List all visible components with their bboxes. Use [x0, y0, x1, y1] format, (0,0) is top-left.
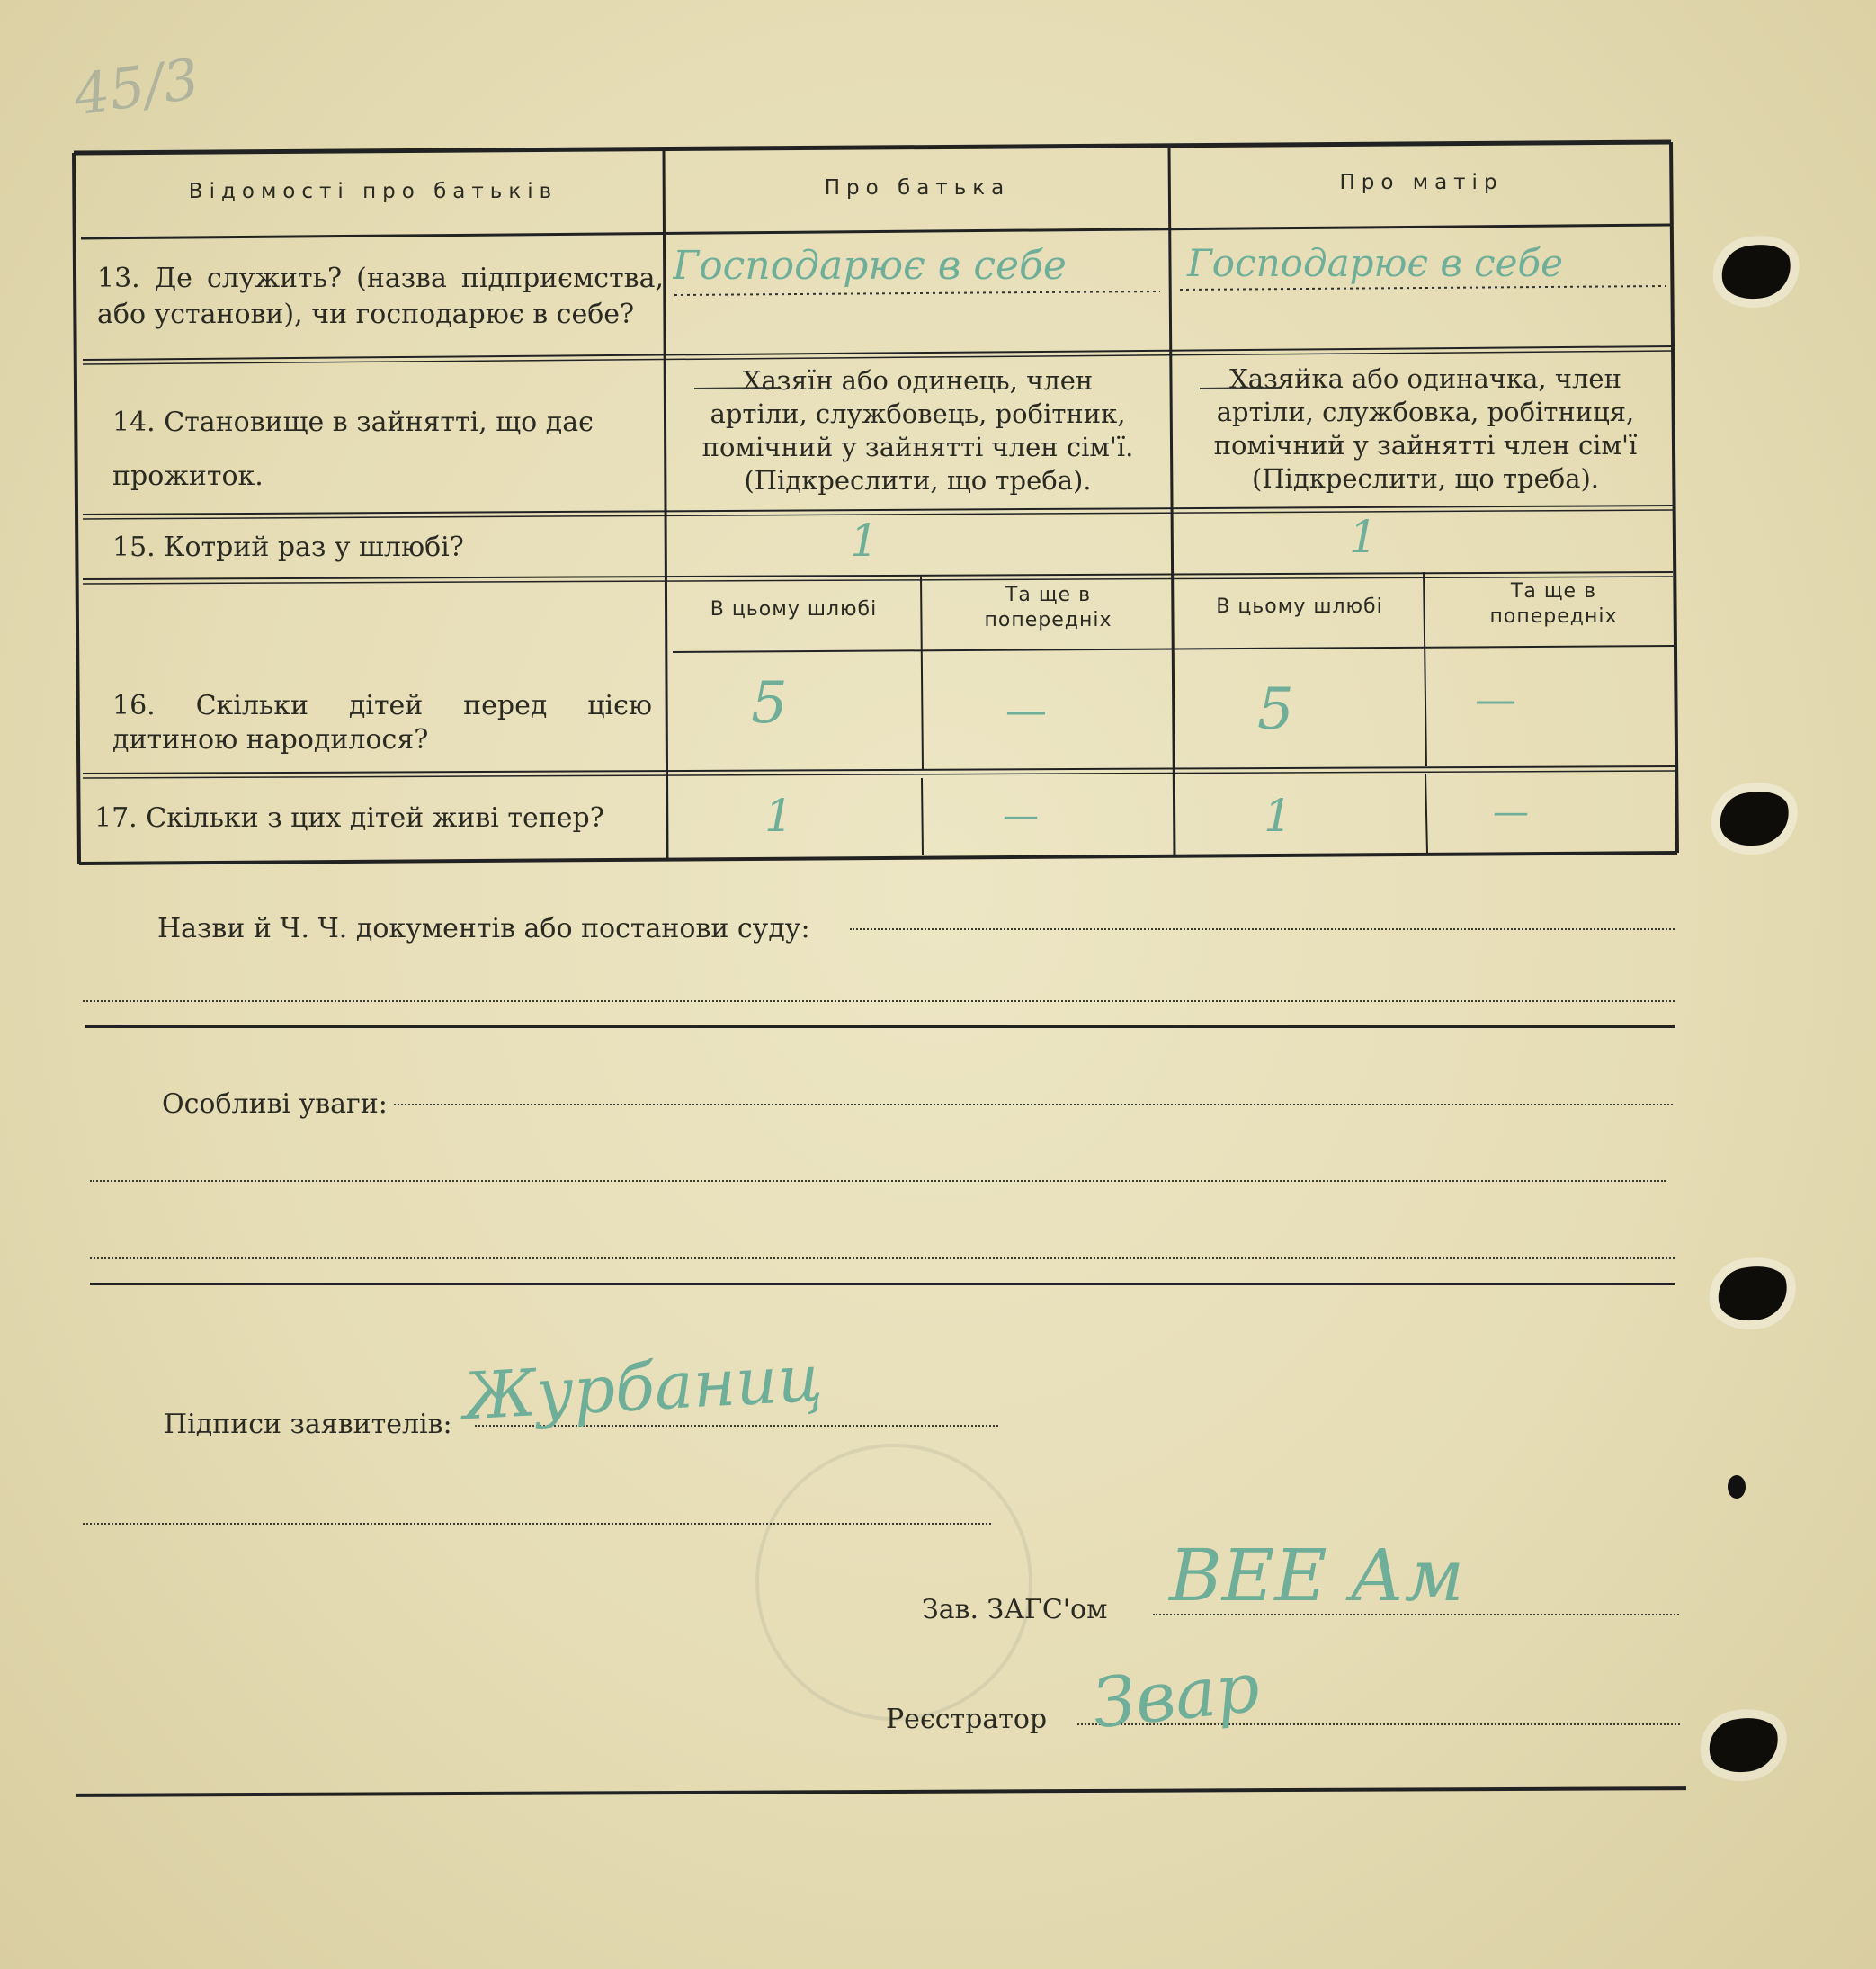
applicant-signatures-label: Підписи заявителів: [164, 1409, 452, 1440]
applicant-signature-line-2 [83, 1523, 991, 1525]
binding-hole-small [1728, 1475, 1746, 1499]
registry-head-signature: ВЕЕ Ам [1169, 1534, 1464, 1617]
question-15: 15. Котрий раз у шлюбі? [112, 532, 464, 563]
notes-line-3 [90, 1257, 1675, 1259]
header-parents-info: Відомості про батьків [188, 180, 558, 203]
documents-line-1 [850, 928, 1675, 930]
section-divider [85, 1025, 1675, 1028]
answer-16-mother-this: 5 [1257, 676, 1294, 743]
pencil-archive-mark: 45/3 [69, 45, 203, 129]
subheader-mother-previous: Та ще в попередніх [1489, 580, 1618, 628]
options-14-father: Хазяїн або одинець, член артіли, службовець, робітник, помічний у зайнятті член сім'ї. (Підкреслити, що треба). [701, 365, 1134, 496]
answer-16-father-previous: — [1005, 685, 1047, 734]
registrar-signature: Звар [1088, 1646, 1264, 1744]
question-13: 13. Де служить? (назва підприємства, або установи), чи господарює в себе? [97, 263, 664, 330]
answer-13-mother: Господарює в себе [1187, 241, 1564, 285]
notes-label: Особливі уваги: [162, 1088, 388, 1120]
answer-17-father-previous: — [1003, 795, 1039, 837]
question-16: 16. Скільки дітей перед цією дитиною народилося? [112, 690, 652, 756]
answer-16-father-this: 5 [751, 670, 788, 737]
section-divider [90, 1283, 1675, 1285]
options-14-mother: Хазяйка або одиначка, член артіли, службовка, робітниця, помічний у зайнятті член сім'ї (Підкреслити, що треба). [1213, 363, 1638, 494]
subheader-mother-this-marriage: В цьому шлюбі [1216, 595, 1383, 618]
answer-17-mother-previous: — [1493, 792, 1529, 833]
header-father: Про батька [824, 176, 1011, 200]
notes-line-1 [394, 1104, 1673, 1105]
answer-13-father: Господарює в себе [673, 243, 1067, 289]
subheader-father-previous: Та ще в попередніх [984, 584, 1112, 631]
answer-17-mother-this: 1 [1264, 790, 1292, 842]
answer-15-mother: 1 [1349, 511, 1378, 563]
header-mother: Про матір [1339, 171, 1504, 194]
answer-17-father-this: 1 [764, 790, 793, 842]
parents-info-table [0, 0, 1876, 882]
registry-head-label: Зав. ЗАГС'ом [922, 1594, 1108, 1625]
question-14: 14. Становище в зайнятті, що дає прожиток. [112, 407, 594, 492]
applicant-signature: Журбаниц [461, 1339, 825, 1435]
official-stamp [755, 1444, 1032, 1721]
binding-hole [1713, 1260, 1793, 1328]
notes-line-2 [90, 1180, 1666, 1182]
subheader-father-this-marriage: В цьому шлюбі [710, 598, 878, 621]
answer-15-father: 1 [850, 515, 879, 567]
question-17: 17. Скільки з цих дітей живі тепер? [94, 802, 604, 834]
documents-line-2 [83, 1000, 1675, 1002]
answer-16-mother-previous: — [1475, 675, 1516, 723]
bottom-rule [76, 1786, 1686, 1797]
registrar-label: Реєстратор [886, 1704, 1048, 1735]
documents-label: Назви й Ч. Ч. документів або постанови суду: [157, 913, 810, 944]
binding-hole [1704, 1712, 1784, 1779]
